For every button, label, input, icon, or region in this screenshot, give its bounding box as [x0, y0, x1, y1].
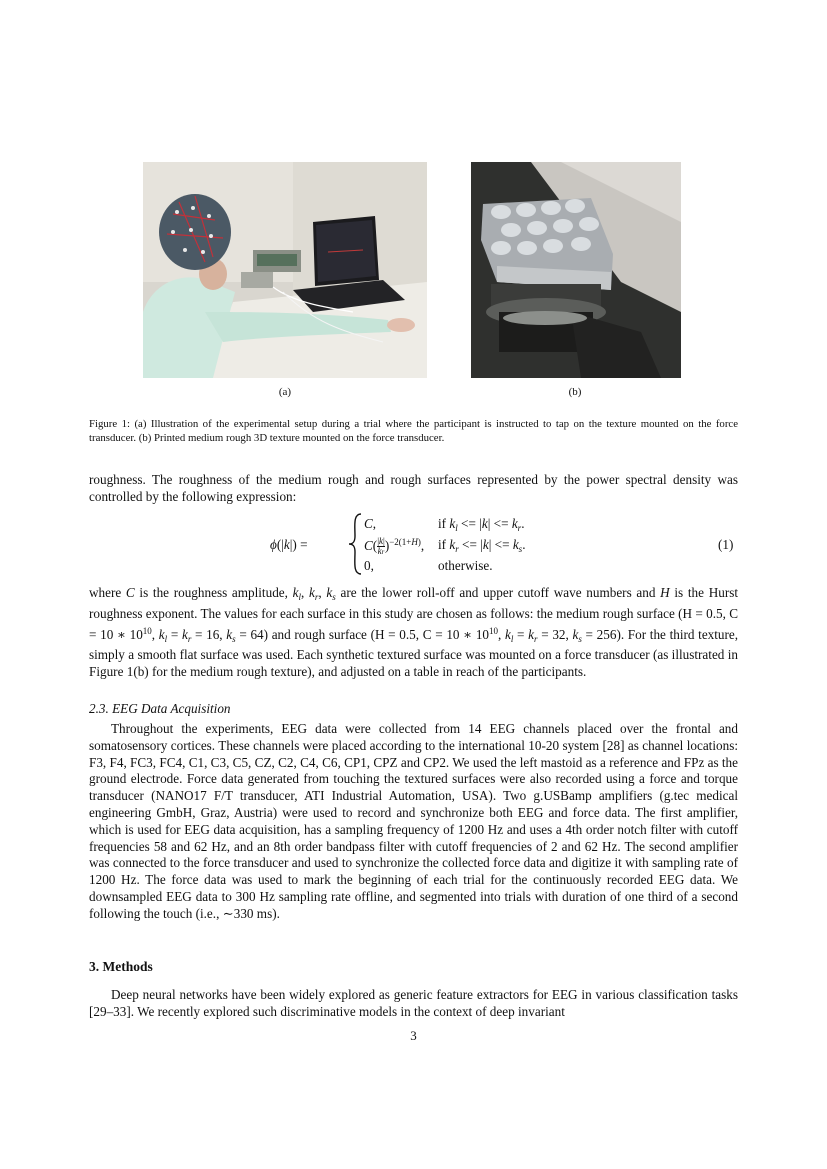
- figure-1b-photo: [471, 162, 681, 378]
- after-equation-paragraph: where C is the roughness amplitude, $k_l$, $k_r$, $k_s$ are the lower roll-off and upper cutoff wave numbers and H is the Hurst roughness exponent. The values for each surface in this study are chosen as follows: the medium rough surface (H = 0.5, C = 10 ∗ $10^{10}$, $k_l = k_r = 16$, $k_s = 64$) and rough surface (H = 0.5, C = 10 ∗ $10^{10}$, $k_l = k_r = 32$, $k_s = 256$). For the third texture, simply a smooth flat surface was used. Each synthetic textured surface was mounted on a force transducer (as illustrated in Figure 1(b) for the medium rough texture), and adjusted on a table in reach of the participants.: [89, 585, 739, 680]
- subsection-title: 2.3. EEG Data Acquisition: [89, 701, 231, 716]
- methods-paragraph: Deep neural networks have been widely explored as generic feature extractors for EEG in various classification tasks [29–33]. We recently explored such discriminative models in the context of deep invariant: [89, 987, 738, 1019]
- subfigure-a-label: (a): [278, 386, 292, 398]
- figure-1a-photo: [143, 162, 427, 378]
- eeg-acquisition-paragraph: Throughout the experiments, EEG data were collected from 14 EEG channels placed over the frontal and somatosensory cortices. These channels were placed according to the international 10-20 system [28] as channel locations: F3, F4, FC3, FC4, C1, C3, C5, CZ, C2, C4, C6, CP1, CPZ and CP2. We used the left mastoid as a reference and FPz as the ground electrode. Force data generated from touching the textured surfaces were also recorded using a force and torque transducer (NANO17 F/T transducer, ATI Industrial Automation, USA). Two g.USBamp amplifiers (g.tec medical engineering GmbH, Graz, Austria) were used to record and synchronize both EEG and force data. The first amplifier, which is used for EEG data acquisition, has a sampling frequency of 1200 Hz and uses a 4th order notch filter with cutoff frequencies 58 and 62 Hz, and an 8th order bandpass filter with cutoff frequencies of 2 and 62 Hz. The second amplifier was connected to the force transducer and used to synchronize the collected force data and digitize it with sampling rate of 1200 Hz. The force data was used to mark the beginning of each trial for the continuously recorded EEG data. We downsampled EEG data to 300 Hz sampling rate offline, and segmented into trials with duration of one third of a second following the touch (i.e., ∼330 ms).: [89, 721, 738, 921]
- equation-brace: [347, 512, 363, 576]
- intro-paragraph: roughness. The roughness of the medium rough and rough surfaces represented by the power spectral density was controlled by the following expression:: [89, 472, 738, 504]
- page-number: 3: [410, 1028, 417, 1043]
- equation-number: (1): [718, 537, 734, 552]
- subfigure-b-label: (b): [568, 386, 582, 398]
- section-title: 3. Methods: [89, 959, 153, 974]
- figure-caption: Figure 1: (a) Illustration of the experimental setup during a trial where the participant is instructed to tap on the texture mounted on the force transducer. (b) Printed medium rough 3D texture mounted on the force transducer.: [89, 418, 738, 444]
